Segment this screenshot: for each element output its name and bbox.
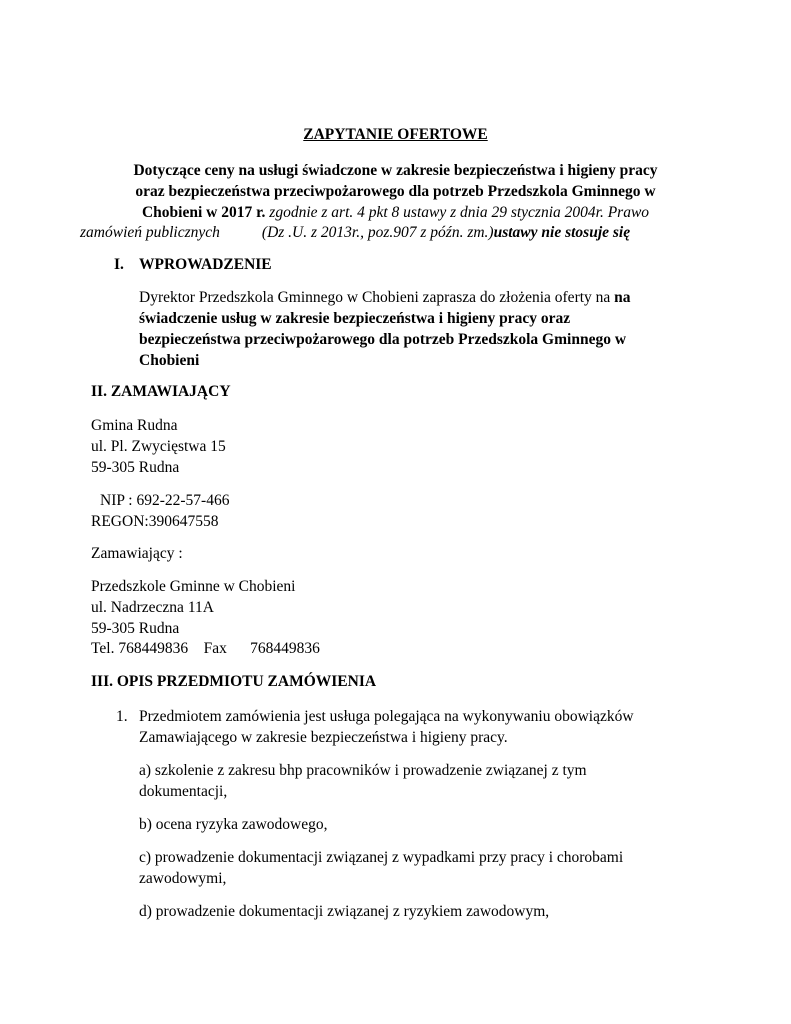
regon: REGON:390647558: [91, 513, 219, 530]
school-line-3: 59-305 Rudna: [91, 620, 180, 637]
item-d: d) prowadzenie dokumentacji związanej z ryzykiem zawodowym,: [139, 903, 550, 920]
section-1-line-4: Chobieni: [139, 352, 200, 369]
subject-line-4-italic-a: zamówień publicznych: [80, 224, 220, 241]
subject-line-3-bold: Chobieni w 2017 r.: [141, 204, 266, 221]
nip: NIP : 692-22-57-466: [100, 492, 230, 509]
section-1-line-1-text: Dyrektor Przedszkola Gminnego w Chobieni zaprasza do złożenia oferty na: [139, 289, 615, 306]
school-line-2: ul. Nadrzeczna 11A: [91, 599, 214, 616]
subject-line-3-italic: zgodnie z art. 4 pkt 8 ustawy z dnia 29 stycznia 2004r. Prawo: [265, 204, 650, 221]
item-c-line-2: zawodowymi,: [139, 870, 227, 887]
item-a-line-2: dokumentacji,: [139, 783, 228, 800]
school-line-1: Przedszkole Gminne w Chobieni: [91, 578, 296, 595]
section-1-number: I.: [114, 256, 124, 273]
section-3-heading: III. OPIS PRZEDMIOTU ZAMÓWIENIA: [91, 673, 377, 690]
address-line-2: ul. Pl. Zwycięstwa 15: [91, 438, 226, 455]
subject-line-2: oraz bezpieczeństwa przeciwpożarowego dla potrzeb Przedszkola Gminnego w: [135, 183, 656, 200]
subject-line-4: [80, 222, 630, 243]
item-c-line-1: c) prowadzenie dokumentacji związanej z wypadkami przy pracy i chorobami: [139, 849, 624, 866]
contact-tel-fax: Tel. 768449836 Fax 768449836: [91, 640, 320, 657]
item-1-number: 1.: [116, 708, 128, 725]
section-1-line-1-bold: na: [614, 289, 631, 306]
address-line-3: 59-305 Rudna: [91, 459, 180, 476]
section-1-heading: WPROWADZENIE: [139, 256, 272, 273]
subject-line-4-italic-b: (Dz .U. z 2013r., poz.907 z późn. zm.): [261, 224, 494, 241]
item-1-line-2: Zamawiającego w zakresie bezpieczeństwa i higieny pracy.: [139, 729, 508, 746]
item-b: b) ocena ryzyka zawodowego,: [139, 816, 328, 833]
section-2-heading: II. ZAMAWIAJĄCY: [91, 383, 231, 400]
section-1-line-1: [139, 287, 631, 308]
item-a-line-1: a) szkolenie z zakresu bhp pracowników i prowadzenie związanej z tym: [139, 762, 587, 779]
section-1-line-3: bezpieczeństwa przeciwpożarowego dla potrzeb Przedszkola Gminnego w: [139, 331, 627, 348]
document-title: ZAPYTANIE OFERTOWE: [303, 126, 488, 143]
section-1-line-2: świadczenie usług w zakresie bezpieczeństwa i higieny pracy oraz: [139, 310, 571, 327]
subject-line-4-bold-italic: ustawy nie stosuje się: [493, 224, 631, 241]
subject-line-3: [0, 202, 791, 223]
address-line-1: Gmina Rudna: [91, 417, 178, 434]
item-1-line-1: Przedmiotem zamówienia jest usługa polegająca na wykonywaniu obowiązków: [139, 708, 634, 725]
subject-line-1: Dotyczące ceny na usługi świadczone w zakresie bezpieczeństwa i higieny pracy: [133, 162, 658, 179]
zamawiajacy-label: Zamawiający :: [91, 545, 183, 562]
